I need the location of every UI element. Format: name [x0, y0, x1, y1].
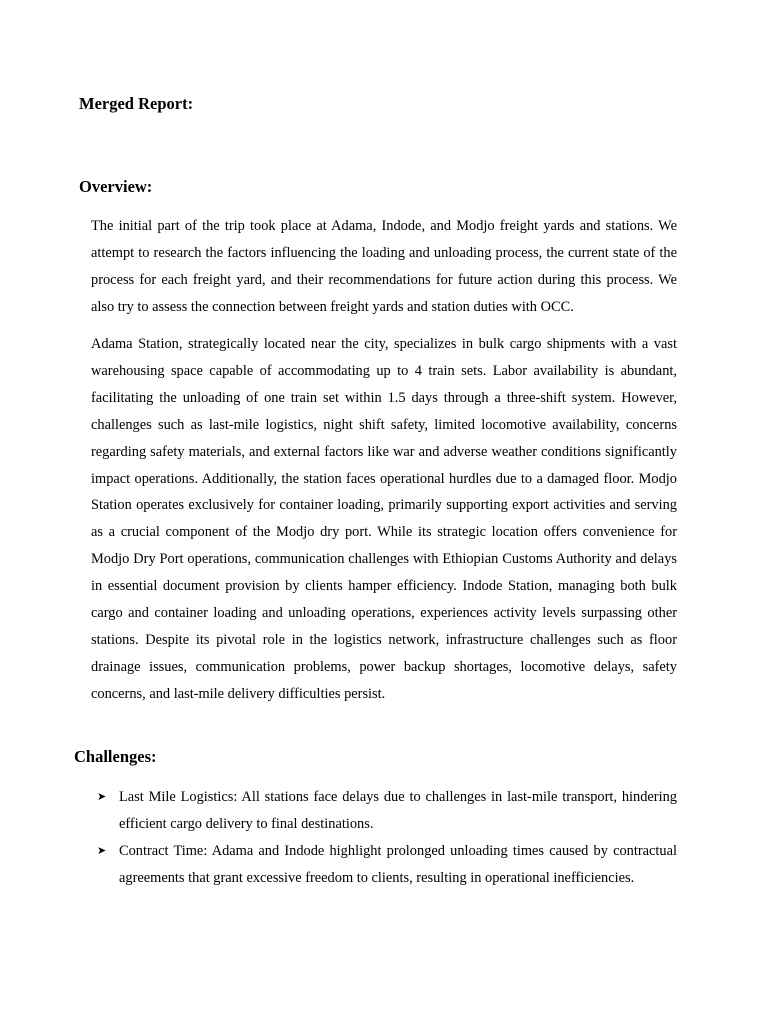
challenge-text: Contract Time: Adama and Indode highlight prolonged unloading times caused by contractual agreements that grant excessive freedom to clients, resulting in operational inefficiencies.	[119, 842, 677, 886]
list-item	[0, 784, 677, 838]
arrowhead-bullet-icon: ➤	[97, 790, 107, 803]
challenge-text: Last Mile Logistics: All stations face delays due to challenges in last-mile transport, hindering efficient cargo delivery to final destinations.	[119, 789, 677, 832]
challenges-heading: Challenges:	[74, 747, 157, 766]
arrowhead-bullet-icon: ➤	[97, 843, 107, 857]
overview-heading: Overview:	[79, 177, 153, 196]
overview-paragraph-2: Adama Station, strategically located near the city, specializes in bulk cargo shipments with a vast warehousing space capable of accommodating up to 4 train sets. Labor availability is abundant, facilitating the unloading of one train set within 1.5 days through a three-shift system. However, challenges such as last-mile logistics, night shift safety, limited locomotive availability, concerns regarding safety materials, and external factors like war and adverse weather conditions significantly impact operations. Additionally, the station faces operational hurdles due to a damaged floor. Modjo Station operates exclusively for container loading, primarily supporting export activities and serving as a crucial component of the Modjo dry port. While its strategic location offers convenience for Modjo Dry Port operations, communication challenges with Ethiopian Customs Authority and delays in essential document provision by clients hamper efficiency. Indode Station, managing both bulk cargo and container loading and unloading operations, experiences activity levels surpassing other stations. Despite its pivotal role in the logistics network, infrastructure challenges such as floor drainage issues, communication problems, power backup shortages, locomotive delays, safety concerns, and last-mile delivery difficulties persist.	[91, 336, 677, 702]
report-title: Merged Report:	[79, 94, 194, 113]
list-item	[0, 838, 677, 892]
challenges-list	[0, 784, 768, 892]
overview-paragraph-1: The initial part of the trip took place at Adama, Indode, and Modjo freight yards and stations. We attempt to research the factors influencing the loading and unloading process, the current state of the process for each freight yard, and their recommendations for future action during this process. We also try to assess the connection between freight yards and station duties with OCC.	[91, 218, 677, 315]
